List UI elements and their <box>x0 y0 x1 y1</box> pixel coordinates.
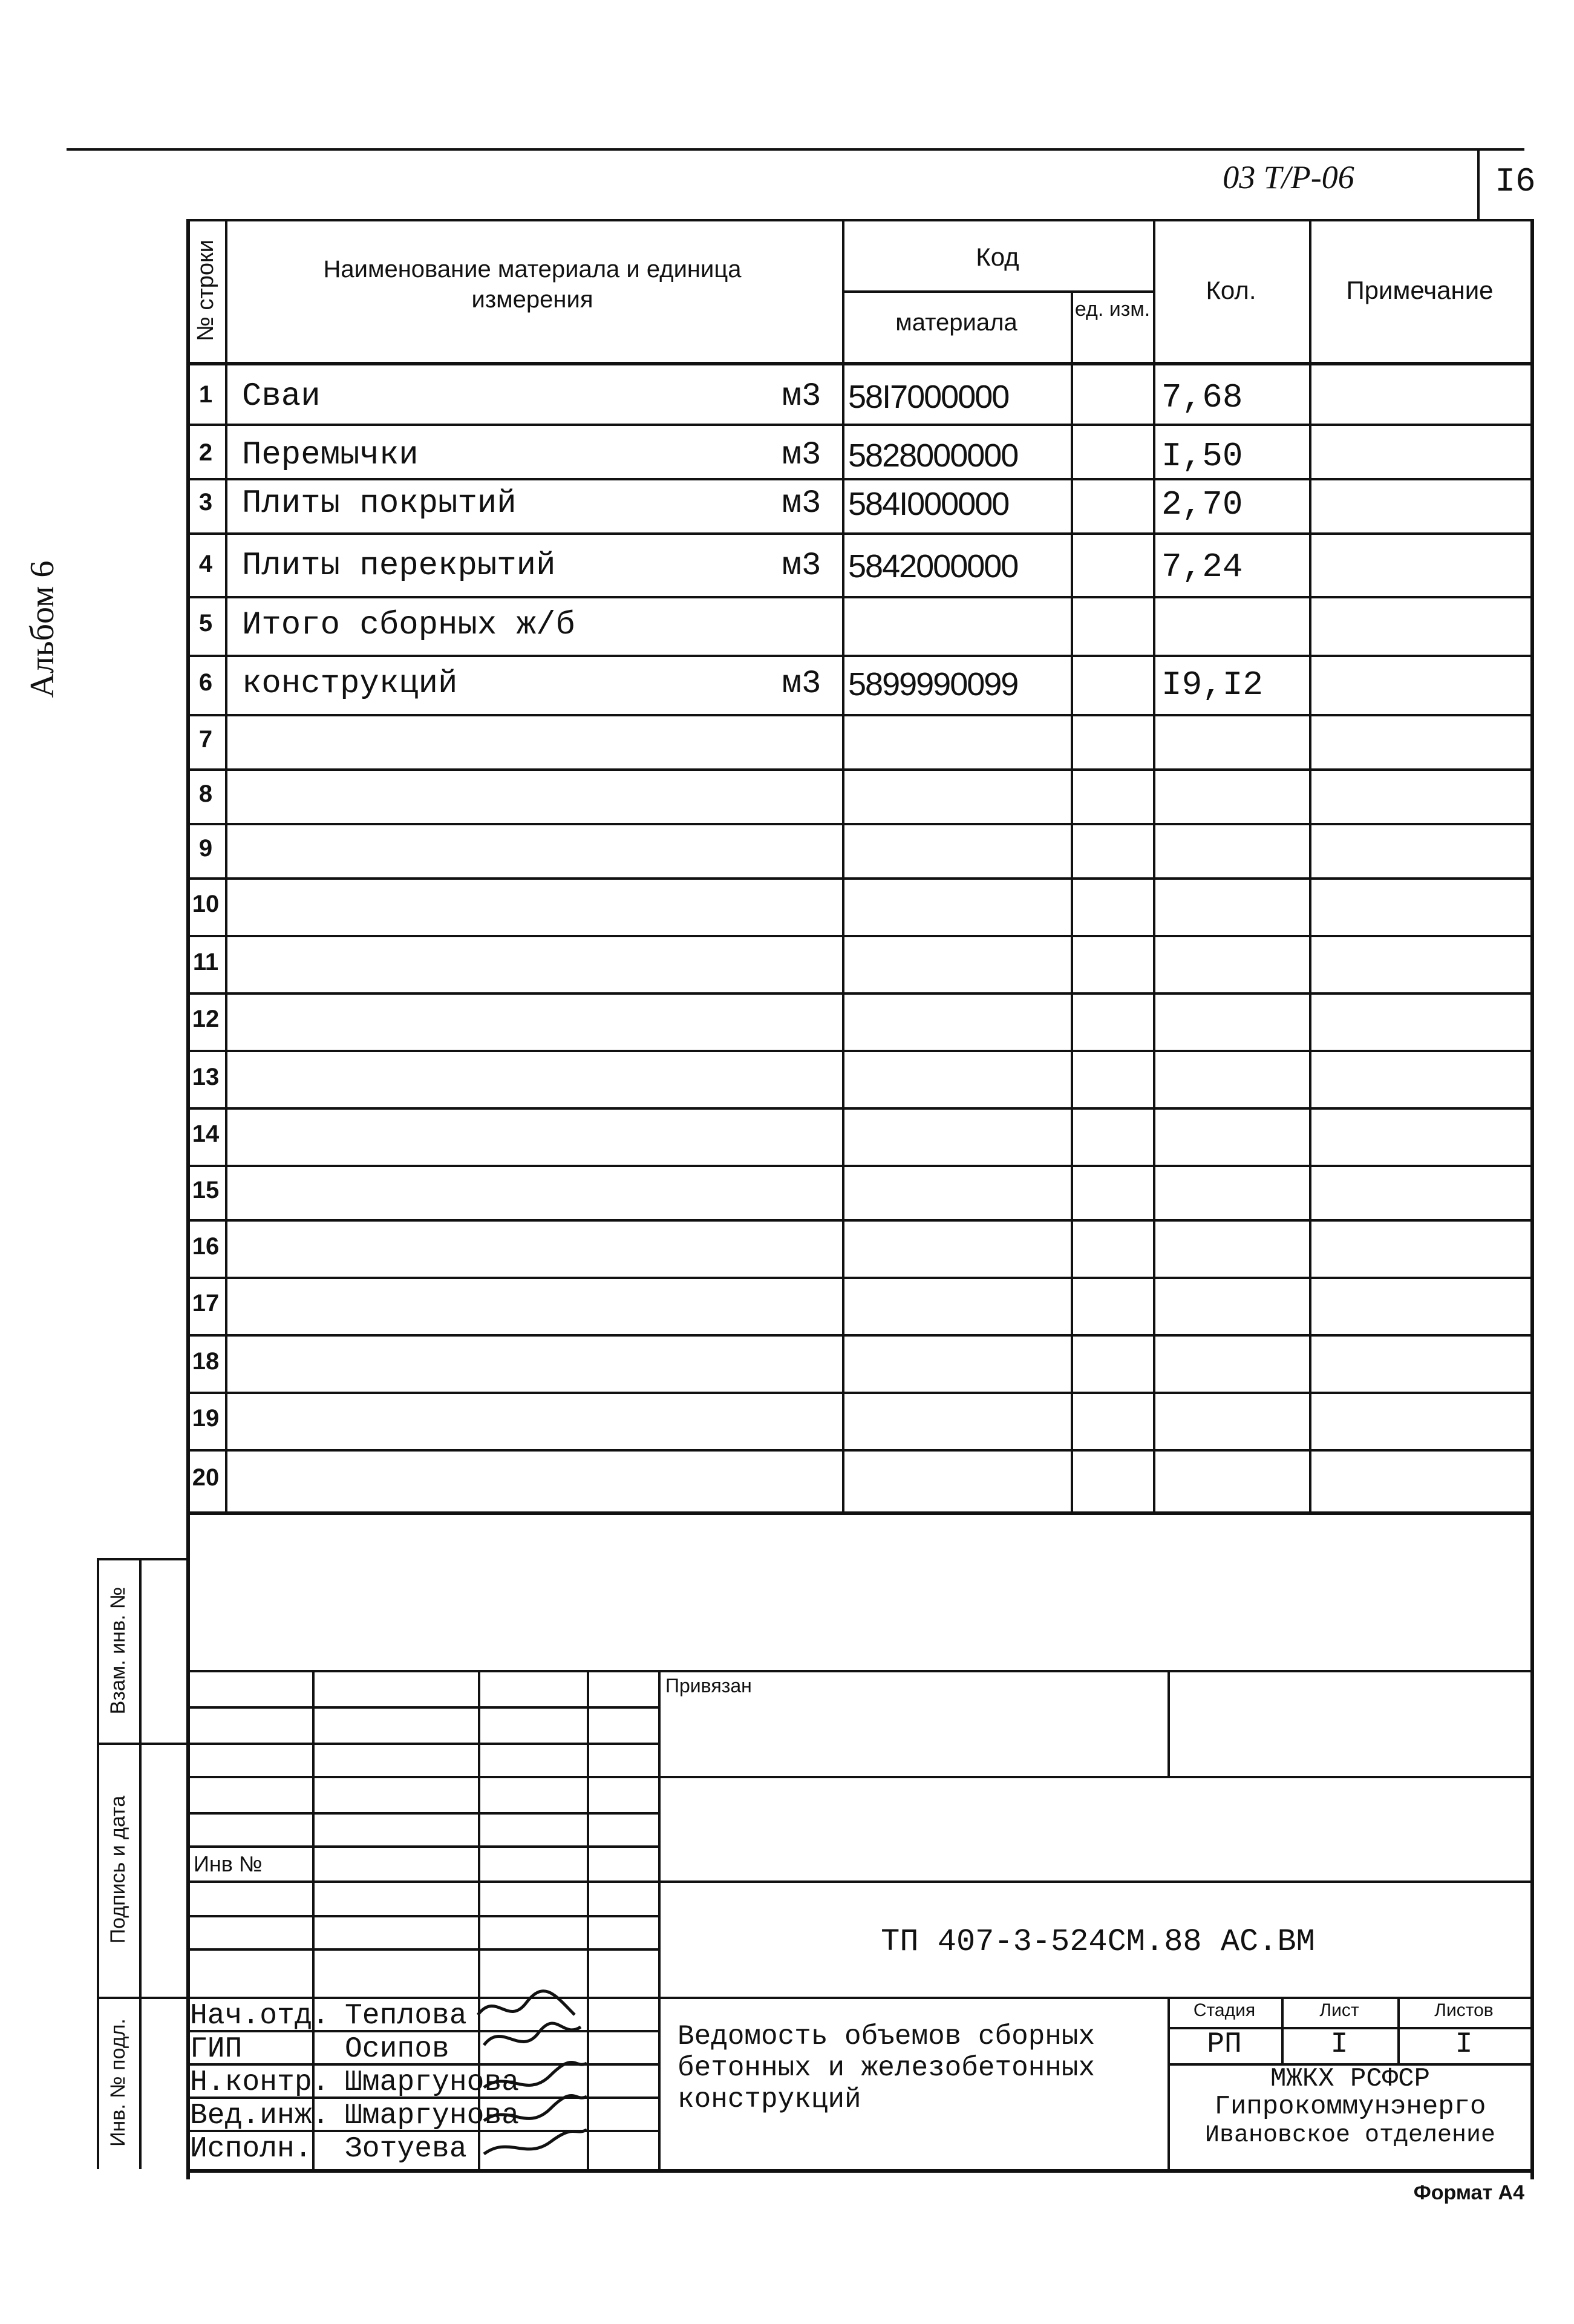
signer-role: Исполн. <box>190 2133 312 2165</box>
header-qty: Кол. <box>1206 276 1256 304</box>
signature-scribbles <box>472 1979 593 2166</box>
row-number: 3 <box>198 489 213 516</box>
side-stamp-line <box>97 1743 186 1745</box>
row-line <box>186 823 1533 825</box>
row-number: 14 <box>192 1121 220 1147</box>
signer-name: Осипов <box>345 2033 449 2066</box>
row-unit: м3 <box>782 485 821 522</box>
header-note: Примечание <box>1346 276 1494 304</box>
row-number: 10 <box>192 891 220 917</box>
row-number: 9 <box>198 835 213 862</box>
row-qty: 2,70 <box>1161 485 1243 524</box>
inv-no-label: Инв № <box>194 1851 263 1876</box>
row-name: Перемычки <box>242 437 419 474</box>
sheets-label: Листов <box>1434 2000 1494 2020</box>
row-line <box>186 1050 1533 1052</box>
stage-value: РП <box>1207 2028 1242 2061</box>
row-name: конструкций <box>242 666 458 702</box>
row-line <box>186 935 1533 937</box>
side-stamp-left <box>97 1558 99 2169</box>
frame-right <box>1530 219 1534 2179</box>
row-number: 11 <box>192 949 219 975</box>
row-number: 1 <box>198 381 213 408</box>
row-unit: м3 <box>782 666 821 702</box>
doc-title: Ведомость объемов сборных бетонных и железобетонных конструкций <box>678 2021 1096 2115</box>
signer-role: Вед.инж. <box>190 2100 330 2132</box>
row-line <box>186 532 1533 535</box>
org-line2: Гипрокоммунэнерго <box>1214 2092 1486 2122</box>
side-stamp-right <box>139 1558 142 2169</box>
row-code: 5899990099 <box>848 666 1018 702</box>
sheet-ref: 03 Т/Р-06 <box>1223 159 1354 195</box>
row-number: 16 <box>192 1233 220 1260</box>
row-number: 18 <box>192 1348 220 1375</box>
sheet-number: I6 <box>1495 162 1536 201</box>
sheets-value: I <box>1455 2028 1473 2061</box>
row-number: 17 <box>192 1290 220 1317</box>
row-number: 12 <box>192 1006 220 1032</box>
col-code-end <box>1153 219 1155 1514</box>
stage-label: Стадия <box>1193 2000 1256 2020</box>
row-line <box>186 478 1533 480</box>
row-line <box>186 714 1533 716</box>
org-line3: Ивановское отделение <box>1204 2122 1496 2149</box>
row-line <box>186 655 1533 657</box>
row-qty: 7,68 <box>1161 378 1243 417</box>
col-qty-end <box>1309 219 1311 1514</box>
row-unit: м3 <box>782 378 821 415</box>
format-label: Формат А4 <box>1413 2181 1524 2204</box>
signer-role: Н.контр. <box>190 2066 330 2099</box>
tb-col <box>658 1670 661 2169</box>
row-name: Плиты перекрытий <box>242 548 556 584</box>
side-inv: Инв. № подл. <box>106 2018 129 2147</box>
row-line <box>186 1277 1533 1279</box>
row-unit: м3 <box>782 548 821 584</box>
doc-code: ТП 407-3-524СМ.88 АС.ВМ <box>881 1924 1315 1960</box>
row-line <box>186 1219 1533 1222</box>
row-line <box>186 877 1533 880</box>
row-number: 2 <box>198 439 213 466</box>
sheet-number-divider <box>1477 148 1480 221</box>
top-border <box>67 148 1524 151</box>
row-line <box>186 596 1533 598</box>
row-number: 8 <box>198 781 213 807</box>
privyazan-label: Привязан <box>665 1675 752 1697</box>
row-name: Сваи <box>242 378 321 415</box>
row-unit: м3 <box>782 437 821 474</box>
signer-name: Теплова <box>345 2000 467 2032</box>
row-number: 5 <box>198 610 213 637</box>
table-bottom <box>186 1511 1533 1515</box>
header-name: Наименование материала и единица измерения <box>323 256 742 313</box>
sheet-value: I <box>1330 2028 1348 2061</box>
row-number: 13 <box>192 1064 220 1090</box>
tb-col <box>1167 1670 1170 1776</box>
org-line1: МЖКХ РСФСР <box>1270 2064 1431 2094</box>
tb-line <box>186 1670 1533 1672</box>
header-bottom <box>186 362 1533 365</box>
row-qty: I9,I2 <box>1161 666 1264 704</box>
album-label: Альбом 6 <box>24 560 61 698</box>
signer-name: Шмаргунова <box>345 2066 520 2099</box>
side-stamp-line <box>97 1997 186 1999</box>
side-stamp-line <box>97 1558 186 1560</box>
row-number: 19 <box>192 1405 220 1432</box>
row-line <box>186 768 1533 771</box>
row-code: 5828000000 <box>848 437 1018 474</box>
row-number: 20 <box>192 1464 220 1491</box>
row-number: 15 <box>192 1177 220 1203</box>
col-rowno <box>225 219 227 1514</box>
row-qty: 7,24 <box>1161 548 1243 586</box>
tb-bottom <box>186 2169 1533 2173</box>
header-code-unit: ед. изм. <box>1074 298 1151 321</box>
side-vzam: Взам. инв. № <box>106 1586 129 1715</box>
row-name: Итого сборных ж/б <box>242 607 575 644</box>
frame-top <box>186 219 1533 221</box>
tb-line <box>186 1880 1533 1883</box>
sheet-label: Лист <box>1319 2000 1359 2020</box>
row-number: 4 <box>198 551 213 577</box>
signer-name: Шмаргунова <box>345 2100 520 2132</box>
row-line <box>186 424 1533 426</box>
code-subheader-line <box>842 290 1153 293</box>
header-row-no: № строки <box>193 240 218 341</box>
row-line <box>186 1449 1533 1452</box>
row-line <box>186 1165 1533 1167</box>
col-name-end <box>842 219 844 1514</box>
row-number: 6 <box>198 669 213 696</box>
row-line <box>186 1334 1533 1337</box>
row-qty: I,50 <box>1161 437 1243 476</box>
tb-line <box>186 1776 1533 1778</box>
row-code: 5842000000 <box>848 548 1018 584</box>
header-code: Код <box>976 243 1019 271</box>
row-number: 7 <box>198 726 213 753</box>
signer-name: Зотуева <box>345 2133 467 2165</box>
side-podpis: Подпись и дата <box>106 1795 129 1944</box>
signer-role: ГИП <box>190 2033 243 2066</box>
row-line <box>186 992 1533 995</box>
row-line <box>186 1392 1533 1394</box>
row-name: Плиты покрытий <box>242 485 517 522</box>
signer-role: Нач.отд. <box>190 2000 330 2032</box>
row-code: 584I000000 <box>848 486 1009 522</box>
header-code-material: материала <box>895 309 1017 336</box>
row-code: 58I7000000 <box>848 379 1009 415</box>
tb-line <box>186 1997 1533 1999</box>
row-line <box>186 1107 1533 1110</box>
